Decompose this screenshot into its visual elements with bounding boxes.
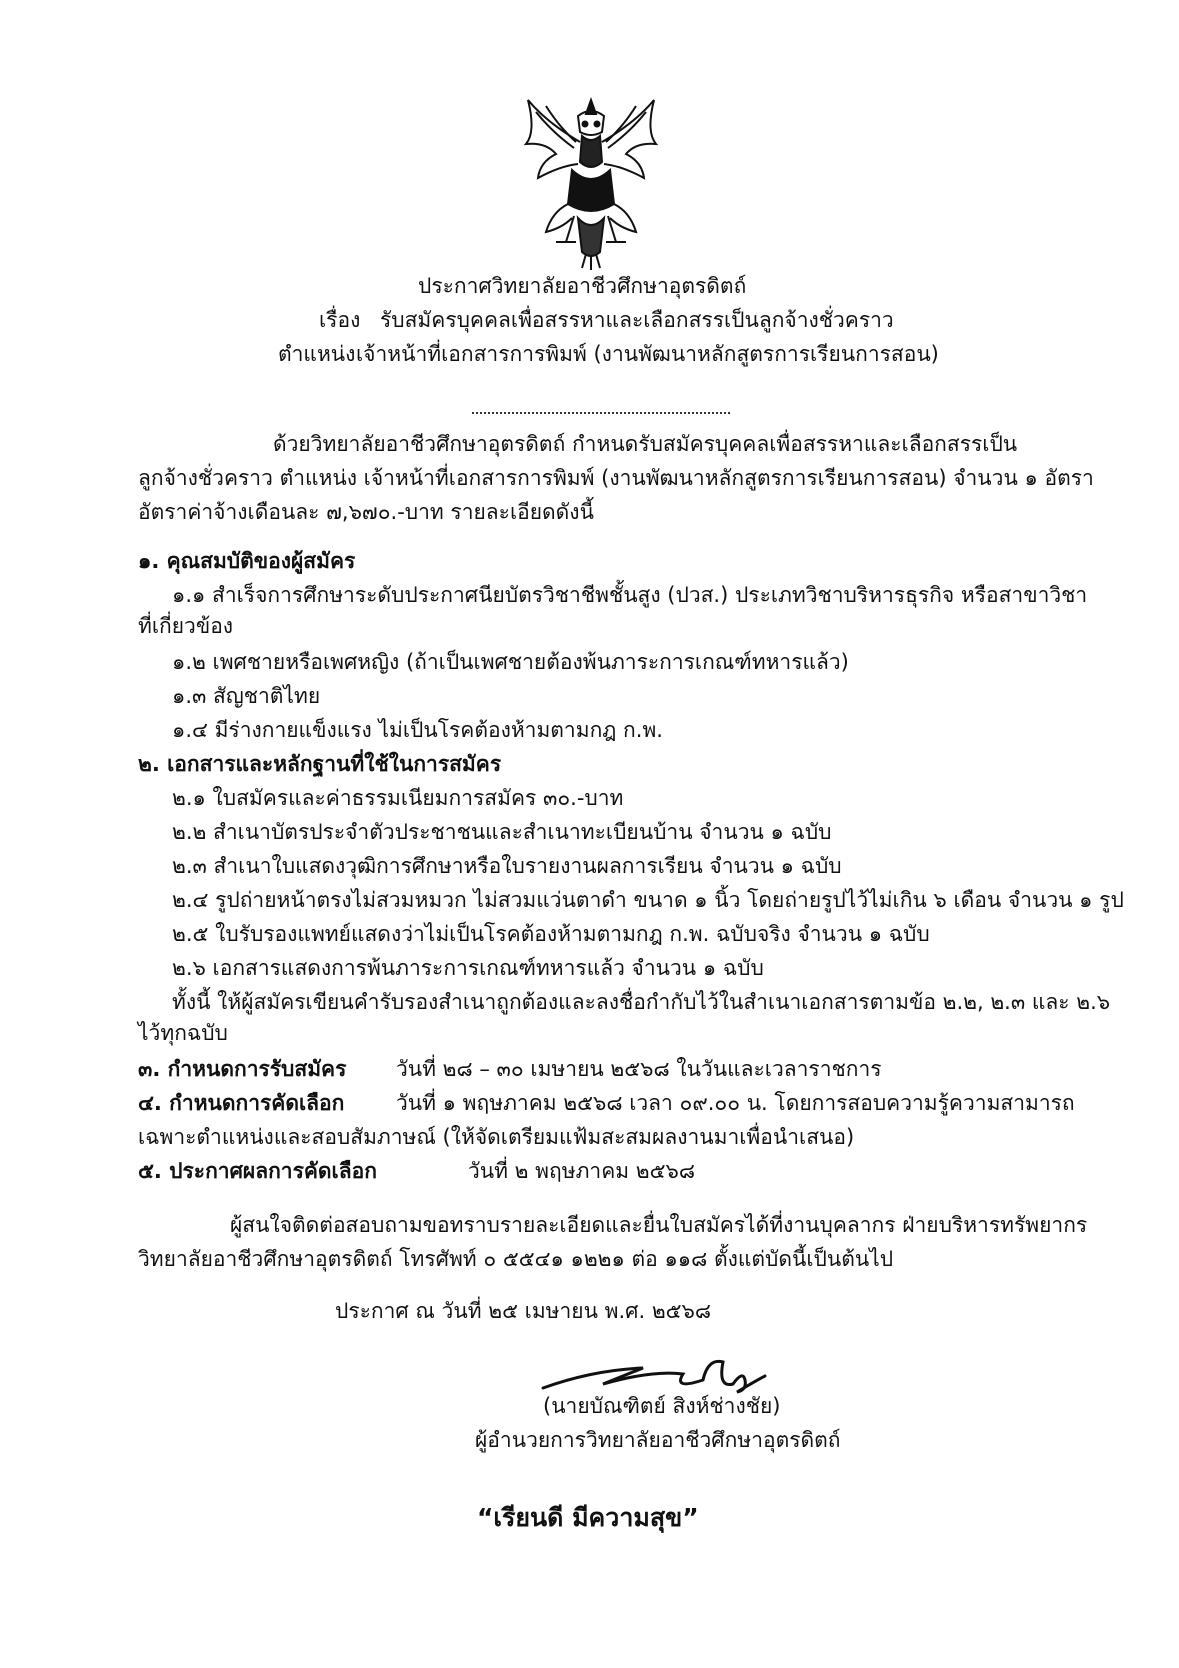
item-2-6: ๒.๖ เอกสารแสดงการพ้นภาระการเกณฑ์ทหารแล้ว จำนวน ๑ ฉบับ xyxy=(172,956,764,980)
intro-line-2: ลูกจ้างชั่วคราว ตำแหน่ง เจ้าหน้าที่เอกสารการพิมพ์ (งานพัฒนาหลักสูตรการเรียนการสอน) จำนวน ๑ อัตรา xyxy=(138,466,1094,490)
contact-line-2: วิทยาลัยอาชีวศึกษาอุตรดิตถ์ โทรศัพท์ ๐ ๕๕๔๑ ๑๒๒๑ ต่อ ๑๑๘ ตั้งแต่บัดนี้เป็นต้นไป xyxy=(138,1247,894,1271)
section-4-line-2: เฉพาะตำแหน่งและสอบสัมภาษณ์ (ให้จัดเตรียมแฟ้มสะสมผลงานมาเพื่อนำเสนอ) xyxy=(138,1125,855,1149)
section-4-heading: ๔. กำหนดการคัดเลือก xyxy=(138,1091,345,1115)
intro-line-1: ด้วยวิทยาลัยอาชีวศึกษาอุตรดิตถ์ กำหนดรับสมัครบุคคลเพื่อสรรหาและเลือกสรรเป็น xyxy=(273,432,1018,456)
announcement-title: ประกาศวิทยาลัยอาชีวศึกษาอุตรดิตถ์ xyxy=(418,274,747,298)
item-1-1: ๑.๑ สำเร็จการศึกษาระดับประกาศนียบัตรวิชาชีพชั้นสูง (ปวส.) ประเภทวิชาบริหารธุรกิจ หรือสาขาวิชา xyxy=(172,583,1088,607)
section-1-heading: ๑. คุณสมบัติของผู้สมัคร xyxy=(138,549,356,573)
section-5-text: วันที่ ๒ พฤษภาคม ๒๕๖๘ xyxy=(468,1159,696,1183)
position-text: เจ้าหน้าที่เอกสารการพิมพ์ (งานพัฒนาหลักสูตรการเรียนการสอน) xyxy=(356,342,939,366)
section-4-text: วันที่ ๑ พฤษภาคม ๒๕๖๘ เวลา ๐๙.๐๐ น. โดยการสอบความรู้ความสามารถ xyxy=(396,1091,1075,1115)
slogan: “เรียนดี มีความสุข” xyxy=(477,1503,699,1532)
item-1-3: ๑.๓ สัญชาติไทย xyxy=(172,684,321,708)
signatory-title: ผู้อำนวยการวิทยาลัยอาชีวศึกษาอุตรดิตถ์ xyxy=(475,1428,841,1452)
item-2-3: ๒.๓ สำเนาใบแสดงวุฒิการศึกษาหรือใบรายงานผลการเรียน จำนวน ๑ ฉบับ xyxy=(172,854,842,878)
item-1-4: ๑.๔ มีร่างกายแข็งแรง ไม่เป็นโรคต้องห้ามตามกฎ ก.พ. xyxy=(172,718,663,742)
subject-text: รับสมัครบุคคลเพื่อสรรหาและเลือกสรรเป็นลูกจ้างชั่วคราว xyxy=(380,308,894,332)
section-3-heading: ๓. กำหนดการรับสมัคร xyxy=(138,1057,347,1081)
note-line-1: ทั้งนี้ ให้ผู้สมัครเขียนคำรับรองสำเนาถูกต้องและลงชื่อกำกับไว้ในสำเนาเอกสารตามข้อ ๒.๒, ๒.๓ และ ๒.๖ xyxy=(172,990,1111,1014)
item-1-2: ๑.๒ เพศชายหรือเพศหญิง (ถ้าเป็นเพศชายต้องพ้นภาระการเกณฑ์ทหารแล้ว) xyxy=(172,650,849,674)
item-1-1-cont: ที่เกี่ยวข้อง xyxy=(138,614,234,638)
section-2-heading: ๒. เอกสารและหลักฐานที่ใช้ในการสมัคร xyxy=(138,752,502,776)
section-5-heading: ๕. ประกาศผลการคัดเลือก xyxy=(138,1159,377,1183)
item-2-4: ๒.๔ รูปถ่ายหน้าตรงไม่สวมหมวก ไม่สวมแว่นตาดำ ขนาด ๑ นิ้ว โดยถ่ายรูปไว้ไม่เกิน ๖ เดือน จำนวน ๑ รูป xyxy=(172,888,1124,912)
item-2-2: ๒.๒ สำเนาบัตรประจำตัวประชาชนและสำเนาทะเบียนบ้าน จำนวน ๑ ฉบับ xyxy=(172,820,832,844)
item-2-5: ๒.๕ ใบรับรองแพทย์แสดงว่าไม่เป็นโรคต้องห้ามตามกฎ ก.พ. ฉบับจริง จำนวน ๑ ฉบับ xyxy=(172,922,930,946)
section-3-text: วันที่ ๒๘ – ๓๐ เมษายน ๒๕๖๘ ในวันและเวลาราชการ xyxy=(396,1057,882,1081)
note-line-2: ไว้ทุกฉบับ xyxy=(138,1021,228,1045)
dotted-divider xyxy=(472,412,730,414)
subject-label: เรื่อง xyxy=(319,308,361,332)
item-2-1: ๒.๑ ใบสมัครและค่าธรรมเนียมการสมัคร ๓๐.-บาท xyxy=(172,786,624,810)
intro-line-3: อัตราค่าจ้างเดือนละ ๗,๖๗๐.-บาท รายละเอียดดังนี้ xyxy=(138,500,594,524)
position-label: ตำแหน่ง xyxy=(278,342,356,366)
announce-date: ประกาศ ณ วันที่ ๒๕ เมษายน พ.ศ. ๒๕๖๘ xyxy=(335,1299,712,1323)
contact-line-1: ผู้สนใจติดต่อสอบถามขอทราบรายละเอียดและยื่นใบสมัครได้ที่งานบุคลากร ฝ่ายบริหารทรัพยากร xyxy=(230,1213,1088,1237)
signatory-name: (นายบัณฑิตย์ สิงห์ช่างชัย) xyxy=(543,1394,781,1418)
garuda-emblem-icon xyxy=(516,92,666,272)
